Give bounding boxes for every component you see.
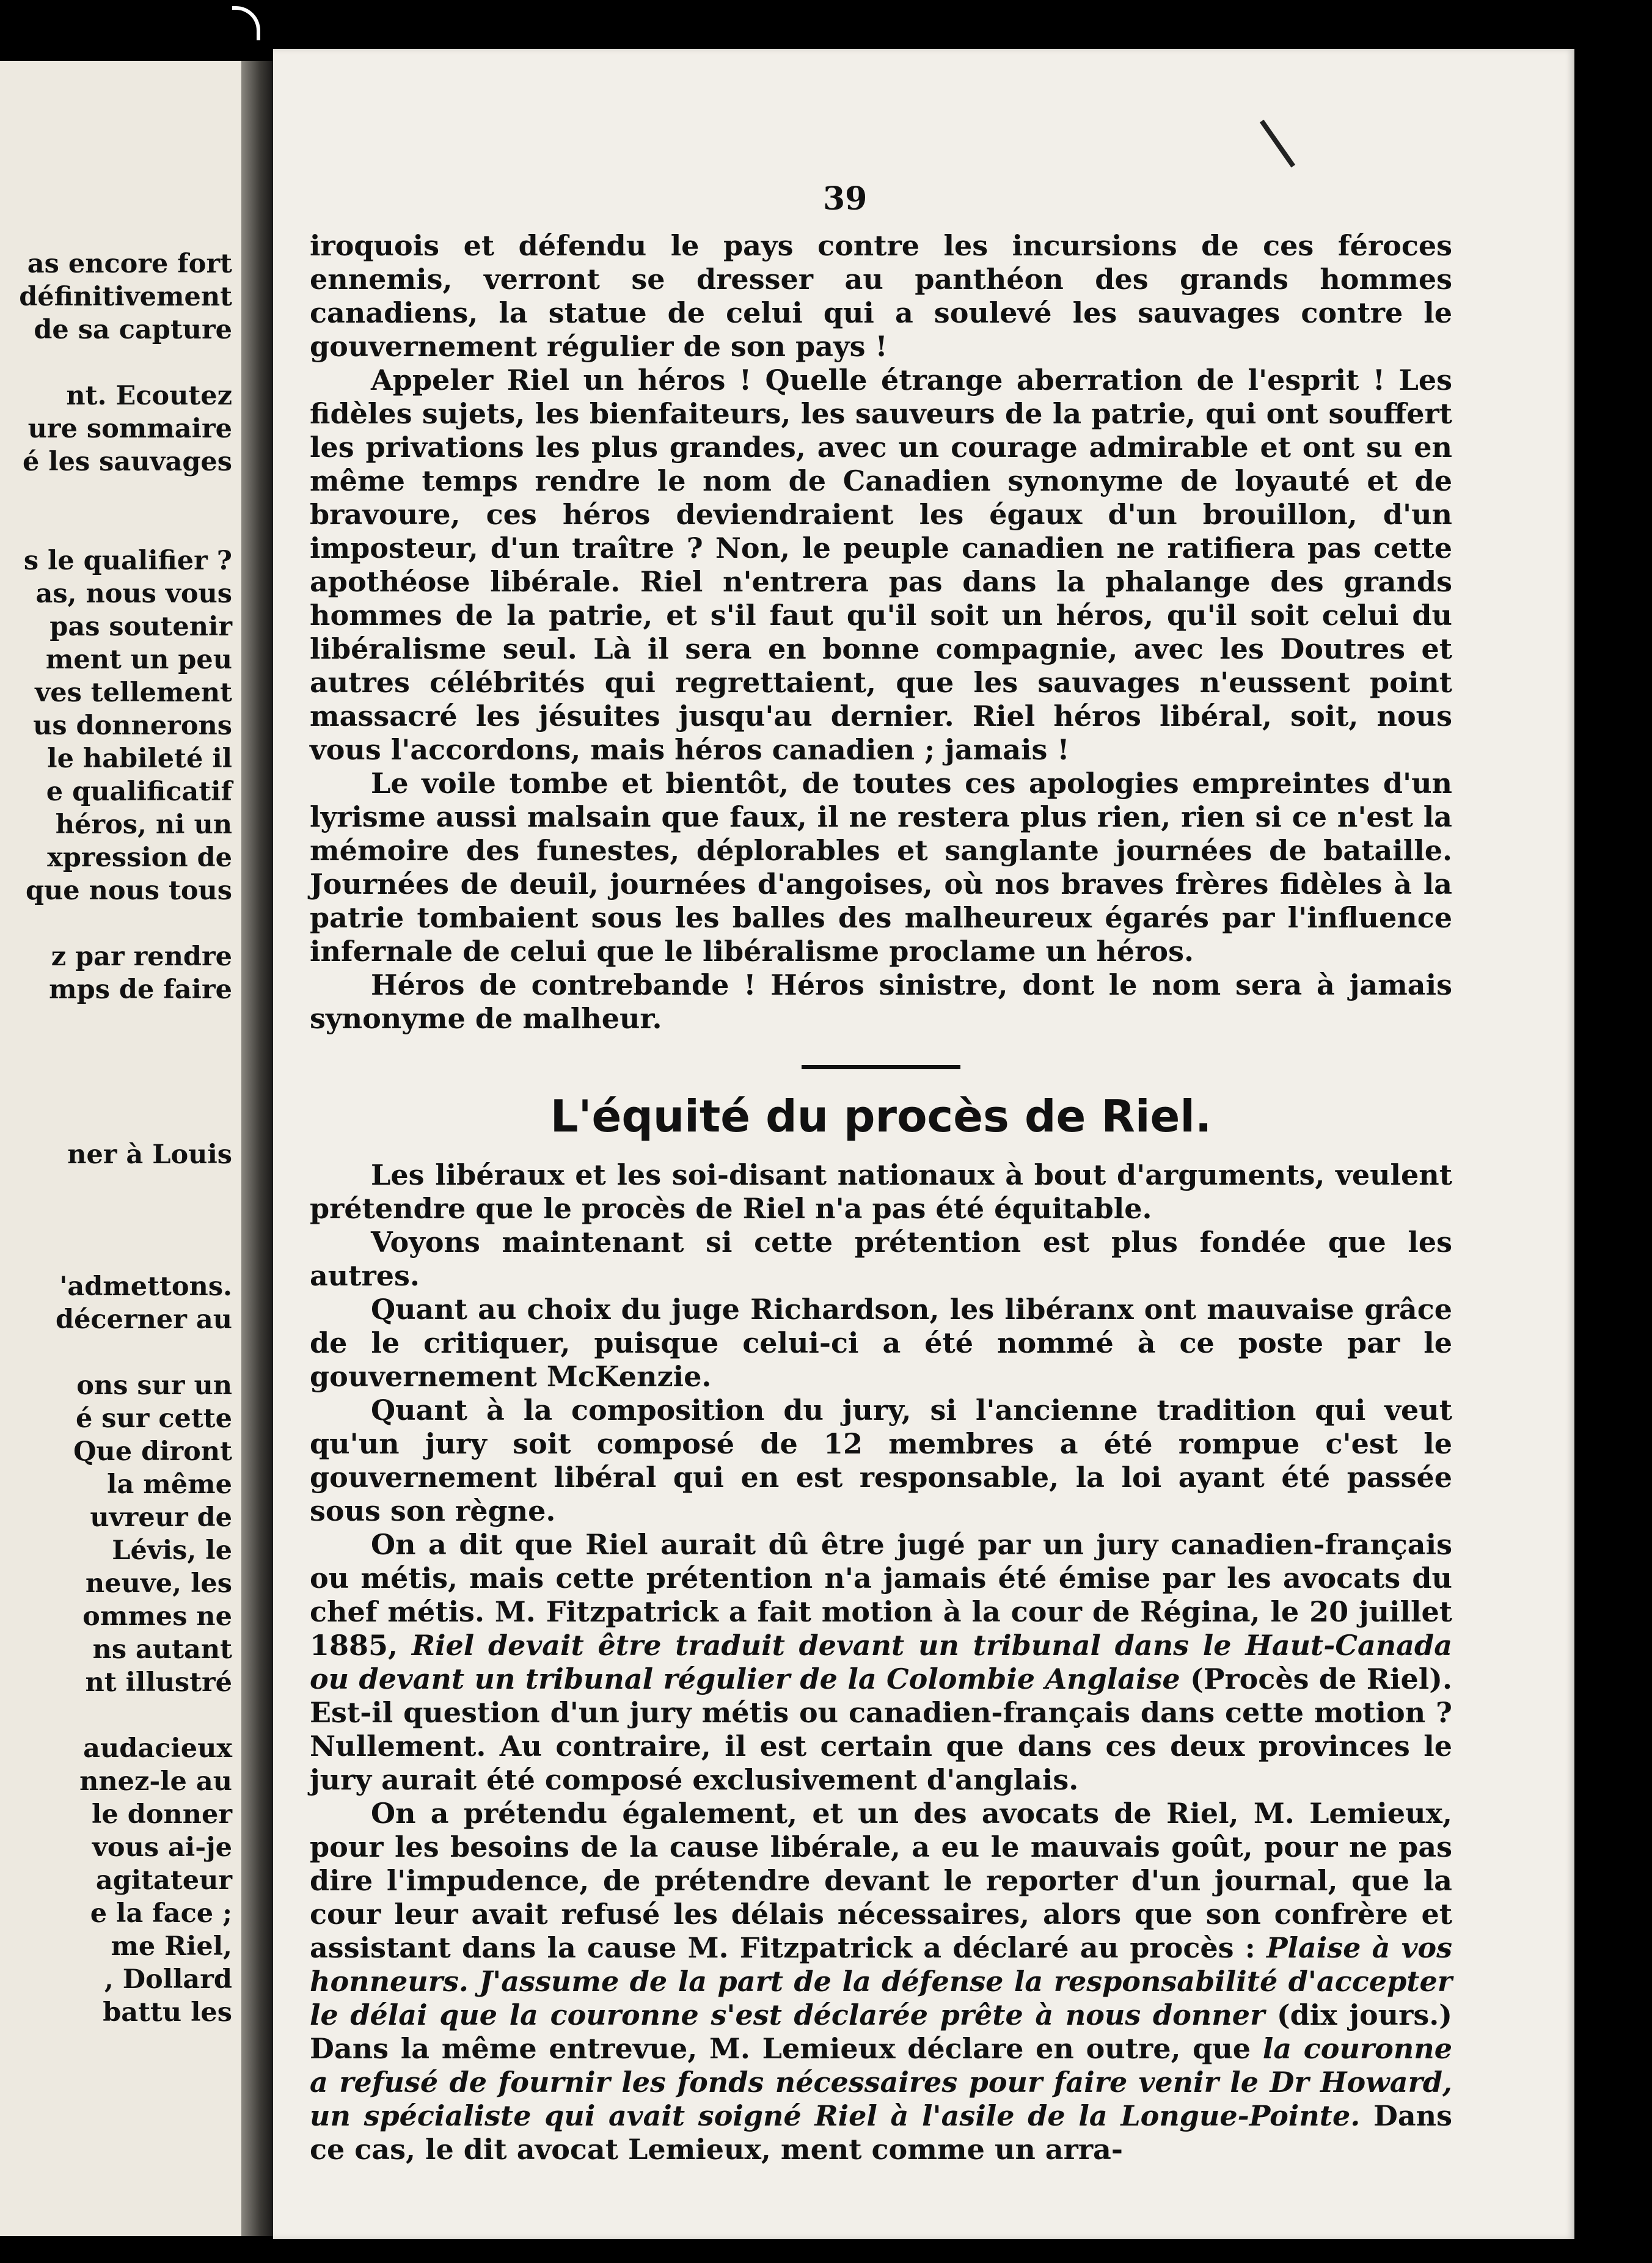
left-page-fragment: ment un peu bbox=[45, 645, 232, 675]
left-page-fragment: as encore fort bbox=[27, 249, 232, 279]
quoted-declaration: la couronne a refusé de fournir les fonds nécessaires pour faire venir le Dr Howard, un spécialiste qui avait soigné Riel à l'asile de la Longue-Pointe. bbox=[310, 2032, 1452, 2132]
left-page-fragment: la même bbox=[107, 1469, 232, 1500]
left-page-fragment bbox=[0, 907, 232, 940]
text-run: (dix jours.) Dans la même entrevue, M. Lemieux déclare en outre, que bbox=[310, 1998, 1452, 2065]
left-page-fragment bbox=[0, 478, 232, 511]
left-page-fragment: e qualificatif bbox=[46, 777, 232, 807]
left-page-fragment: e la face ; bbox=[90, 1898, 232, 1929]
book-gutter bbox=[241, 61, 273, 2236]
left-page-fragment: définitivement bbox=[19, 282, 232, 312]
left-page-fragment: le habileté il bbox=[47, 744, 232, 774]
left-page-fragment: ves tellement bbox=[35, 678, 232, 708]
quoted-motion: Riel devait être traduit devant un tribunal dans le Haut-Canada ou devant un tribunal régulier de la Colombie Anglaise bbox=[310, 1629, 1452, 1695]
left-page-fragment: décerner au bbox=[56, 1304, 232, 1335]
paragraph: Quant à la composition du jury, si l'ancienne tradition qui veut qu'un jury soit composé de 12 membres a été rompue c'est le gouvernement libéral qui en est responsable, la loi ayant été passée sous son règne. bbox=[310, 1394, 1452, 1527]
article-body bbox=[310, 229, 1452, 2166]
left-page-fragment: , Dollard bbox=[104, 1964, 232, 1995]
right-page bbox=[273, 49, 1574, 2239]
left-page-fragment: Lévis, le bbox=[112, 1535, 232, 1566]
paragraph: Héros de contrebande ! Héros sinistre, dont le nom sera à jamais synonyme de malheur. bbox=[310, 968, 1452, 1035]
text-run: On a prétendu également, et un des avocats de Riel, M. Lemieux, pour les besoins de la cause libérale, a eu le mauvais goût, pour ne pas dire l'impudence, de prétendre devant le reporter d'un journal, que la cour leur avait refusé les délais nécessaires, alors que son confrère et assistant dans la cause M. Fitzpatrick a déclaré au procès : bbox=[310, 1797, 1452, 1964]
text-run: On a dit que Riel aurait dû être jugé par un jury canadien-français ou métis, mais cette prétention n'a jamais été émise par les avocats du chef métis. M. Fitzpatrick a fait motion à la cour de Régina, le 20 juillet 1885, bbox=[310, 1528, 1452, 1662]
paragraph: Les libéraux et les soi-disant nationaux à bout d'arguments, veulent prétendre que le procès de Riel n'a pas été équitable. bbox=[310, 1158, 1452, 1225]
left-page-fragment: mps de faire bbox=[49, 974, 232, 1005]
left-page-fragment: nt illustré bbox=[85, 1667, 232, 1698]
paragraph: Le voile tombe et bientôt, de toutes ces apologies empreintes d'un lyrisme aussi malsain que faux, il ne restera plus rien, rien si ce n'est la mémoire des funestes, déplorables et sanglante journées de bataille. Journées de deuil, journées d'angoises, où nos braves frères fidèles à la patrie tombaient sous les balles des malheureux égarés par l'influence infernale de celui que le libéralisme proclame un héros. bbox=[310, 767, 1452, 968]
left-page-fragment: xpression de bbox=[47, 843, 232, 873]
left-page-fragment bbox=[0, 511, 232, 544]
left-page-fragment: agitateur bbox=[95, 1865, 232, 1896]
left-page-fragment: nnez-le au bbox=[79, 1766, 232, 1797]
left-page-fragment bbox=[0, 1006, 232, 1039]
left-page-fragment: audacieux bbox=[83, 1733, 232, 1764]
left-page-fragment: que nous tous bbox=[25, 876, 232, 906]
left-page bbox=[0, 61, 243, 2236]
section-heading: L'équité du procès de Riel. bbox=[550, 1091, 1212, 1142]
left-page-fragment: pas soutenir bbox=[49, 612, 232, 642]
left-page-fragment: vous ai-je bbox=[92, 1832, 232, 1863]
left-page-fragment bbox=[0, 1699, 232, 1732]
left-page-fragment: battu les bbox=[103, 1997, 232, 2028]
left-page-text-fragments bbox=[0, 247, 232, 2029]
left-page-fragment bbox=[0, 1072, 232, 1105]
paragraph-lemieux bbox=[310, 1797, 1452, 2166]
quoted-declaration: Plaise à vos honneurs. J'assume de la part de la défense la responsabilité d'accepter le délai que la couronne s'est déclarée prête à nous donner bbox=[310, 1931, 1453, 2031]
left-page-fragment: é les sauvages bbox=[22, 447, 232, 477]
left-page-fragment bbox=[0, 1105, 232, 1138]
left-page-fragment bbox=[0, 1237, 232, 1270]
section-divider bbox=[802, 1065, 960, 1069]
text-run: (Procès de Riel). Est-il question d'un jury métis ou canadien-français dans cette motion ? Nullement. Au contraire, il est certain que dans ces deux provinces le jury aurait été composé exclusivement d'anglais. bbox=[310, 1662, 1452, 1796]
left-page-fragment: héros, ni un bbox=[55, 810, 232, 840]
left-page-fragment bbox=[0, 346, 232, 379]
left-page-fragment: é sur cette bbox=[75, 1403, 232, 1434]
corner-mark bbox=[232, 6, 260, 40]
left-page-fragment: ure sommaire bbox=[27, 414, 232, 444]
paragraph: Quant au choix du juge Richardson, les libéranx ont mauvaise grâce de le critiquer, puisque celui-ci a été nommé à ce poste par le gouvernement McKenzie. bbox=[310, 1293, 1452, 1393]
left-page-fragment: ons sur un bbox=[76, 1370, 232, 1401]
paragraph-fitzpatrick-motion bbox=[310, 1528, 1452, 1797]
left-page-fragment: uvreur de bbox=[90, 1502, 232, 1533]
left-page-fragment bbox=[0, 1171, 232, 1204]
left-page-fragment: me Riel, bbox=[111, 1931, 232, 1962]
paragraph: Appeler Riel un héros ! Quelle étrange aberration de l'esprit ! Les fidèles sujets, les bienfaiteurs, les sauveurs de la patrie, qui ont souffert les privations les plus grandes, avec un courage admirable et ont su en même temps rendre le nom de Canadien synonyme de loyauté et de bravoure, ces héros deviendraient les égaux d'un brouillon, d'un imposteur, d'un traître ? Non, le peuple canadien ne ratifiera pas cette apothéose libérale. Riel n'entrera pas dans la phalange des grands hommes de la patrie, et s'il faut qu'il soit un héros, qu'il soit celui du libéralisme seul. Là il sera en bonne compagnie, avec les Doutres et autres célébrités qui regrettaient, que les sauvages n'eussent point massacré les jésuites jusqu'au dernier. Riel héros libéral, soit, nous vous l'accordons, mais héros canadien ; jamais ! bbox=[310, 364, 1452, 766]
paragraph: Voyons maintenant si cette prétention est plus fondée que les autres. bbox=[310, 1226, 1452, 1292]
left-page-fragment: de sa capture bbox=[34, 315, 232, 345]
left-page-fragment: ommes ne bbox=[82, 1601, 232, 1632]
left-page-fragment: ns autant bbox=[92, 1634, 232, 1665]
left-page-fragment bbox=[0, 1336, 232, 1369]
left-page-fragment: 'admettons. bbox=[59, 1271, 232, 1302]
left-page-fragment: us donnerons bbox=[33, 711, 232, 741]
page-number: 39 bbox=[823, 180, 868, 218]
left-page-fragment: le donner bbox=[92, 1799, 232, 1830]
paragraph-continued: iroquois et défendu le pays contre les incursions de ces féroces ennemis, verront se dresser au panthéon des grands hommes canadiens, la statue de celui qui a soulevé les sauvages contre le gouvernement régulier de son pays ! bbox=[310, 229, 1452, 363]
ink-stroke-mark bbox=[1260, 120, 1295, 167]
text-run: Dans ce cas, le dit avocat Lemieux, ment comme un arra- bbox=[310, 2099, 1452, 2166]
left-page-fragment: Que diront bbox=[73, 1436, 232, 1467]
left-page-fragment bbox=[0, 1204, 232, 1237]
left-page-fragment: neuve, les bbox=[85, 1568, 232, 1599]
left-page-fragment: s le qualifier ? bbox=[23, 546, 232, 576]
left-page-fragment: as, nous vous bbox=[35, 579, 232, 609]
left-page-fragment bbox=[0, 1039, 232, 1072]
left-page-fragment: nt. Ecoutez bbox=[66, 381, 232, 411]
left-page-fragment: ner à Louis bbox=[67, 1139, 232, 1170]
left-page-fragment: z par rendre bbox=[51, 941, 232, 972]
